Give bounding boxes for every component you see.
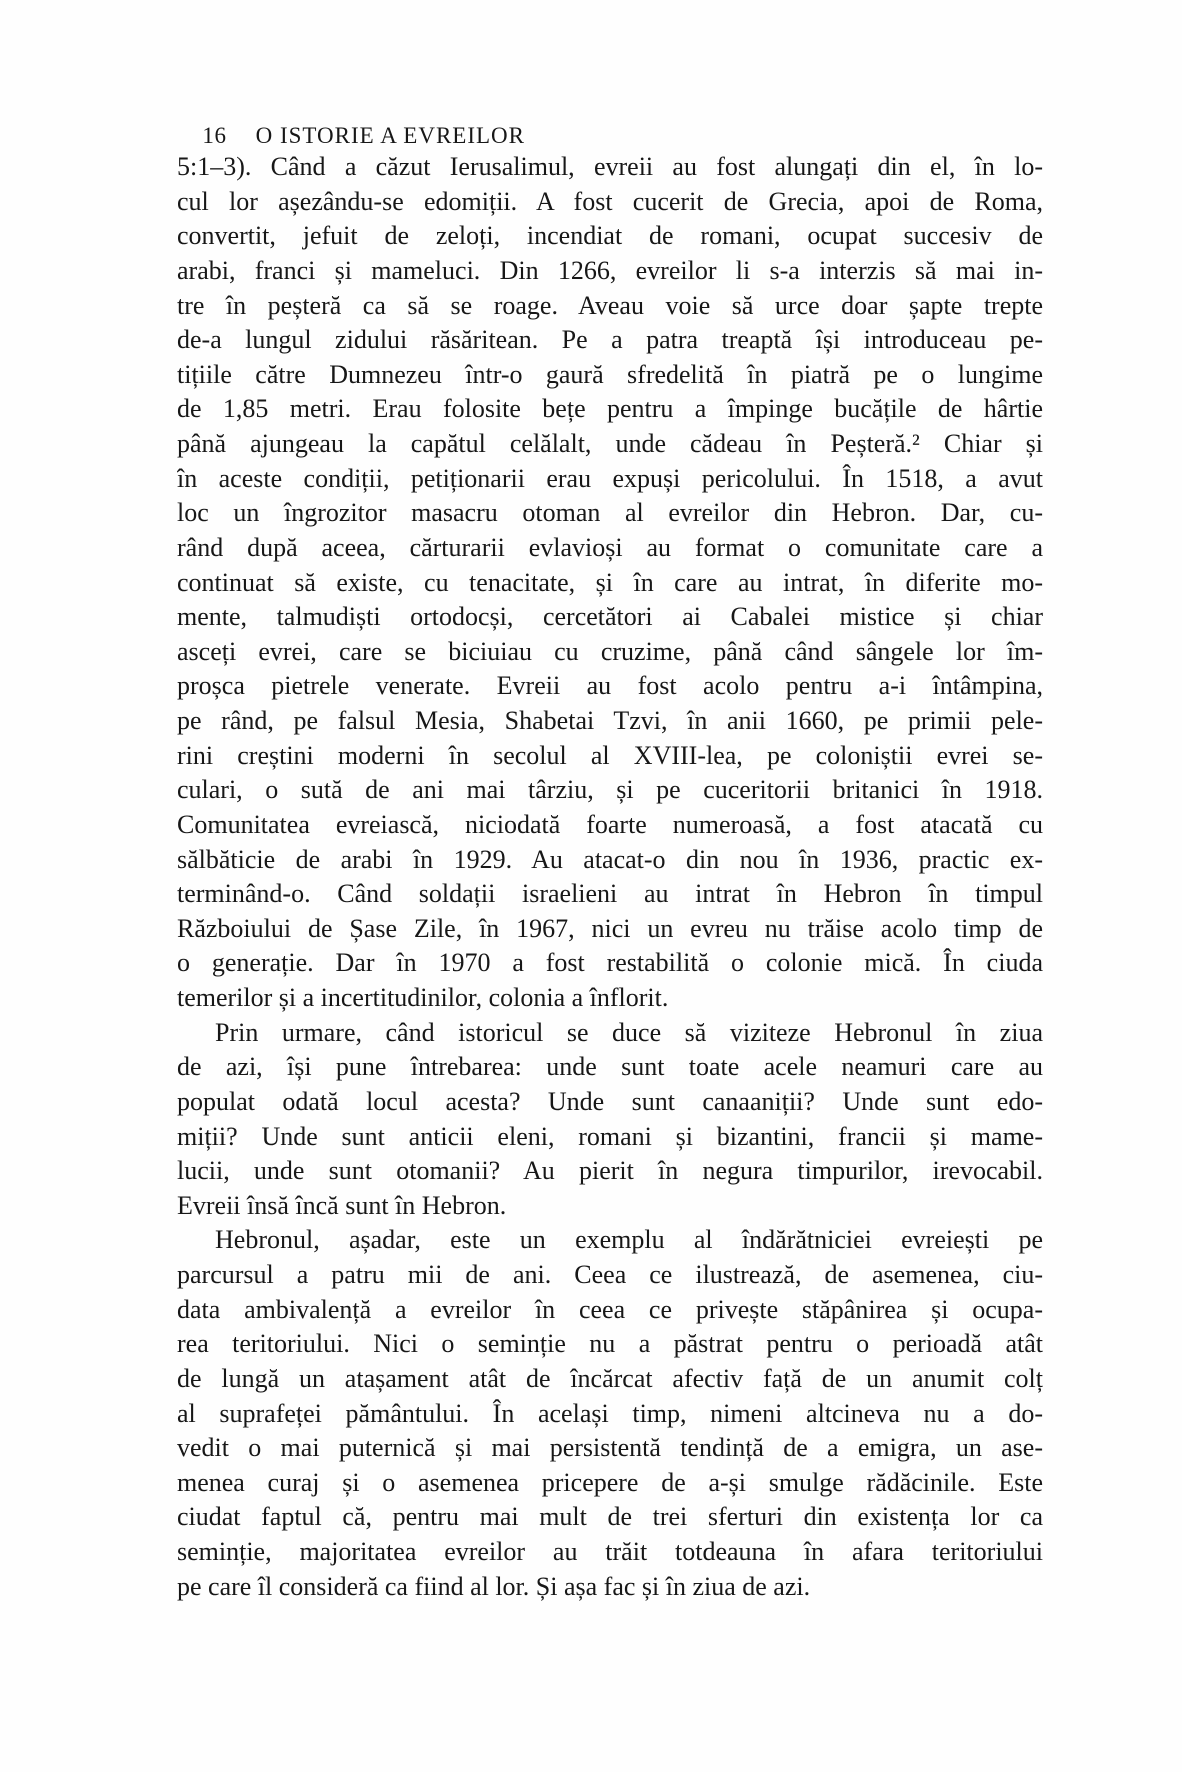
text-line: până ajungeau la capătul celălalt, unde cădeau în Peșteră.² Chiar și	[177, 429, 1043, 458]
text-line: pe care îl consideră ca fiind al lor. Și așa fac și în ziua de azi.	[177, 1571, 811, 1601]
text-line: în aceste condiții, petiționarii erau expuși pericolului. În 1518, a avut	[177, 463, 1043, 493]
text-line: tre în peșteră ca să se roage. Aveau voie să urce doar șapte trepte	[177, 290, 1043, 320]
text-line: data ambivalență a evreilor în ceea ce privește stăpânirea și ocupa-	[177, 1294, 1043, 1324]
text-line: parcursul a patru mii de ani. Ceea ce ilustrează, de asemenea, ciu-	[177, 1260, 1043, 1289]
text-line: ciudat faptul că, pentru mai mult de trei sferturi din existența lor ca	[177, 1502, 1043, 1532]
text-line: continuat să existe, cu tenacitate, și în care au intrat, în diferite mo-	[177, 567, 1043, 597]
page-number: 16	[202, 123, 227, 148]
text-line: de 1,85 metri. Erau folosite bețe pentru a împinge bucățile de hârtie	[177, 394, 1043, 424]
body-text	[177, 150, 1043, 1604]
text-line: Războiului de Șase Zile, în 1967, nici un evreu nu trăise acolo timp de	[177, 913, 1043, 943]
text-line: temerilor și a incertitudinilor, colonia a înflorit.	[177, 983, 669, 1012]
text-line: Prin urmare, când istoricul se duce să viziteze Hebronul în ziua	[215, 1017, 1043, 1047]
text-line: rând după aceea, cărturarii evlavioși au format o comunitate care a	[177, 532, 1043, 562]
text-line: de lungă un atașament atât de încărcat afectiv față de un anumit colț	[177, 1363, 1043, 1393]
text-line: Hebronul, așadar, este un exemplu al îndărătniciei evreiești pe	[215, 1225, 1043, 1255]
text-line: proșca pietrele venerate. Evreii au fost acolo pentru a-i întâmpina,	[177, 671, 1043, 701]
text-line: tițiile către Dumnezeu într-o gaură sfredelită în piatră pe o lungime	[177, 359, 1043, 389]
text-line: seminție, majoritatea evreilor au trăit totdeauna în afara teritoriului	[177, 1537, 1043, 1566]
text-line: al suprafeței pământului. În același timp, nimeni altcineva nu a do-	[177, 1398, 1043, 1428]
text-line: lucii, unde sunt otomanii? Au pierit în negura timpurilor, irevocabil.	[177, 1156, 1043, 1186]
text-line: populat odată locul acesta? Unde sunt canaaniții? Unde sunt edo-	[177, 1086, 1043, 1116]
running-head: O ISTORIE A EVREILOR	[255, 123, 525, 148]
text-line: 5:1–3). Când a căzut Ierusalimul, evreii au fost alungați din el, în lo-	[177, 152, 1043, 181]
paragraph-2	[177, 1016, 1043, 1224]
text-line: Comunitatea evreiască, niciodată foarte numeroasă, a fost atacată cu	[177, 809, 1043, 839]
paragraph-1	[177, 150, 1043, 1016]
text-line: de-a lungul zidului răsăritean. Pe a patra treaptă își introduceau pe-	[177, 325, 1043, 355]
text-line: culari, o sută de ani mai târziu, și pe cuceritorii britanici în 1918.	[177, 775, 1043, 805]
text-line: terminând-o. Când soldații israelieni au intrat în Hebron în timpul	[177, 879, 1043, 909]
text-line: cul lor așezându-se edomiții. A fost cucerit de Grecia, apoi de Roma,	[177, 186, 1043, 216]
text-line: pe rând, pe falsul Mesia, Shabetai Tzvi, în anii 1660, pe primii pele-	[177, 706, 1043, 735]
text-line: o generație. Dar în 1970 a fost restabilită o colonie mică. În ciuda	[177, 948, 1043, 978]
text-line: miții? Unde sunt anticii eleni, romani și bizantini, francii și mame-	[177, 1121, 1043, 1151]
text-line: loc un îngrozitor masacru otoman al evreilor din Hebron. Dar, cu-	[177, 498, 1043, 528]
text-line: rini creștini moderni în secolul al XVIII-lea, pe coloniștii evrei se-	[177, 740, 1043, 770]
text-line: de azi, își pune întrebarea: unde sunt toate acele neamuri care au	[177, 1052, 1043, 1082]
text-line: arabi, franci și mameluci. Din 1266, evreilor li s-a interzis să mai in-	[177, 255, 1043, 285]
text-line: menea curaj și o asemenea pricepere de a-și smulge rădăcinile. Este	[177, 1467, 1043, 1497]
paragraph-3	[177, 1223, 1043, 1604]
text-line: vedit o mai puternică și mai persistentă tendință de a emigra, un ase-	[177, 1433, 1043, 1463]
text-line: asceți evrei, care se biciuiau cu cruzime, până când sângele lor îm-	[177, 636, 1043, 666]
text-line: sălbăticie de arabi în 1929. Au atacat-o din nou în 1936, practic ex-	[177, 844, 1043, 874]
text-line: Evreii însă încă sunt în Hebron.	[177, 1190, 507, 1220]
text-line: mente, talmudiști ortodocși, cercetători ai Cabalei mistice și chiar	[177, 602, 1043, 632]
text-line: rea teritoriului. Nici o seminție nu a păstrat pentru o perioadă atât	[177, 1329, 1043, 1359]
text-line: convertit, jefuit de zeloți, incendiat de romani, ocupat succesiv de	[177, 221, 1043, 251]
